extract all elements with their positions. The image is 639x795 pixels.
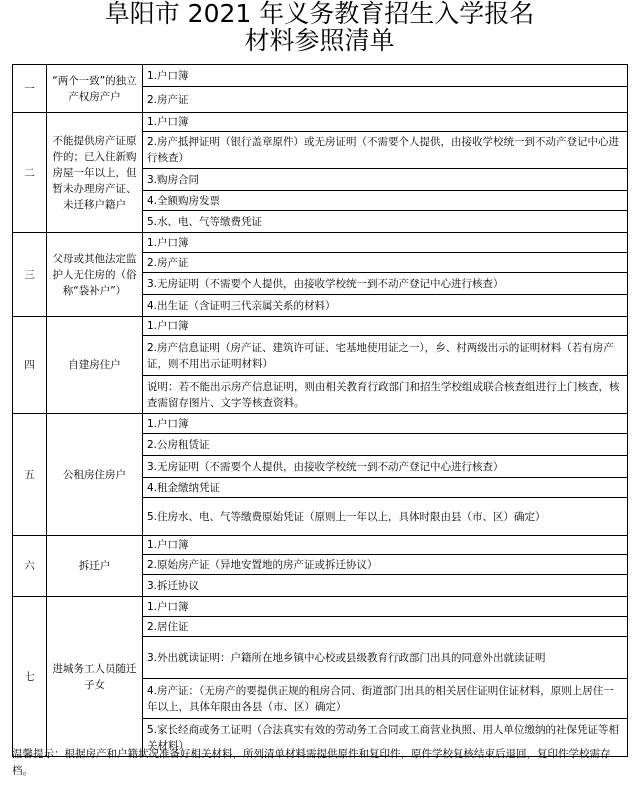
material-item: 2.房产证 [143, 87, 628, 113]
table-row [13, 113, 628, 132]
row-number: 一 [13, 65, 47, 113]
table-row [13, 233, 628, 253]
material-item: 3.拆迁协议 [143, 575, 628, 597]
row-category: “两个一致”的独立产权房产户 [47, 65, 143, 113]
material-item: 1.户口簿 [143, 233, 628, 253]
table-row [13, 414, 628, 434]
row-category: 进城务工人员随迁子女 [47, 597, 143, 757]
material-item: 3.无房证明（不需要个人提供，由接收学校统一到不动产登记中心进行核查） [143, 456, 628, 478]
material-item: 2.房产信息证明（房产证、建筑许可证、宅基地使用证之一），乡、村两级出示的证明材料（若有房产证，则不用出示证明材料） [143, 336, 628, 376]
table-row [13, 317, 628, 336]
material-item: 2.原始房产证（异地安置地的房产证或拆迁协议） [143, 555, 628, 575]
row-number: 三 [13, 233, 47, 317]
material-item: 1.户口簿 [143, 536, 628, 555]
material-item: 1.户口簿 [143, 317, 628, 336]
material-item: 4.全额购房发票 [143, 191, 628, 211]
material-item: 2.房产抵押证明（银行盖章原件）或无房证明（不需要个人提供，由接收学校统一到不动产登记中心进行核查） [143, 132, 628, 169]
material-item: 5.家长经商或务工证明（合法真实有效的劳动务工合同或工商营业执照、用人单位缴纳的社保凭证等相关材料） [143, 719, 628, 757]
row-number: 六 [13, 536, 47, 597]
material-item: 4.房产证：（无房产的要提供正规的租房合同、街道部门出具的相关居住证明住证材料，原则上居住一年以上，具体年限由各县（市、区）确定） [143, 679, 628, 719]
material-item: 1.户口簿 [143, 414, 628, 434]
materials-table [12, 64, 628, 757]
material-item: 5.水、电、气等缴费凭证 [143, 211, 628, 233]
material-item: 2.居住证 [143, 617, 628, 637]
material-item: 2.公房租赁证 [143, 434, 628, 456]
material-item: 1.户口簿 [143, 65, 628, 87]
material-item: 1.户口簿 [143, 113, 628, 132]
row-number: 二 [13, 113, 47, 233]
material-item: 1.户口簿 [143, 597, 628, 617]
table-row [13, 65, 628, 87]
title-line-2: 材料参照清单 [244, 26, 395, 55]
material-item: 3.外出就读证明：户籍所在地乡镇中心校或县级教育行政部门出具的同意外出就读证明 [143, 637, 628, 679]
row-category: 父母或其他法定监护人无住房的（俗称“袋补户”） [47, 233, 143, 317]
row-category: 不能提供房产证原件的；已入住新购房屋一年以上，但暂未办理房产证、未迁移户籍户 [47, 113, 143, 233]
material-item: 3.购房合同 [143, 169, 628, 191]
row-number: 四 [13, 317, 47, 414]
material-item: 4.出生证（含证明三代亲属关系的材料） [143, 295, 628, 317]
row-category: 公租房住房户 [47, 414, 143, 536]
table-row [13, 536, 628, 555]
table-row [13, 597, 628, 617]
row-category: 拆迁户 [47, 536, 143, 597]
material-item: 2.房产证 [143, 253, 628, 273]
explanation-note: 说明：若不能出示房产信息证明，则由相关教育行政部门和招生学校组成联合核查组进行上门核查，核查需留存图片、文字等核查资料。 [143, 376, 628, 414]
row-category: 自建房住户 [47, 317, 143, 414]
document-title [0, 0, 639, 55]
material-item: 5.住房水、电、气等缴费原始凭证（原则上一年以上，具体时限由县（市、区）确定） [143, 498, 628, 536]
row-number: 七 [13, 597, 47, 757]
reminder-note: 温馨提示：根据房产和户籍状况准备好相关材料，所列清单材料需提供原件和复印件，原件学校复核结束后退回，复印件学校需存档。 [12, 748, 611, 777]
title-line-1: 阜阳市 2021 年义务教育招生入学报名 [104, 0, 535, 28]
material-item: 3.无房证明（不需要个人提供，由接收学校统一到不动产登记中心进行核查） [143, 273, 628, 295]
material-item: 4.租金缴纳凭证 [143, 478, 628, 498]
row-number: 五 [13, 414, 47, 536]
